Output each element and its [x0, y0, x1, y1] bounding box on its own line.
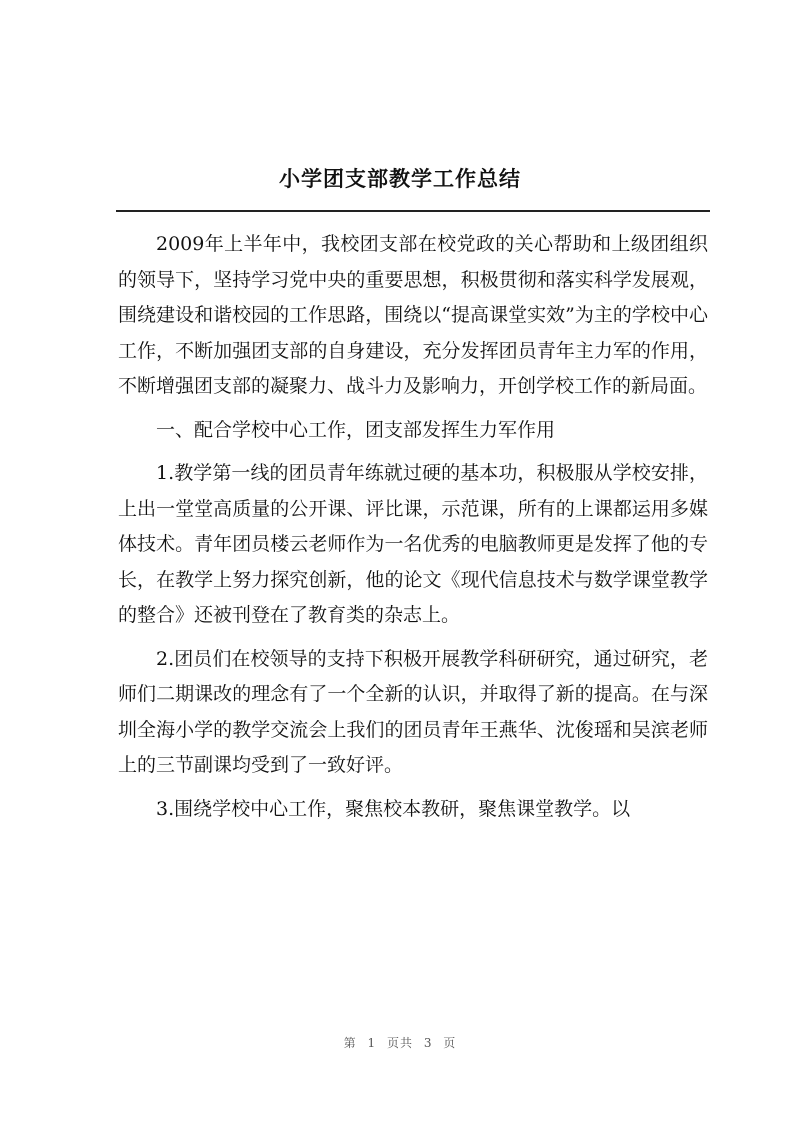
footer-label-end: 页: [443, 1036, 457, 1050]
footer-total-pages: 3: [423, 1036, 433, 1050]
page-footer: [0, 1034, 800, 1051]
title-divider: [116, 210, 710, 212]
footer-label-of: 页共: [386, 1036, 413, 1050]
section-heading-1: 一、配合学校中心工作，团支部发挥生力军作用: [156, 418, 556, 441]
document-body: [118, 227, 708, 827]
paragraph-intro: 2009年上半年中，我校团支部在校党政的关心帮助和上级团组织的领导下，坚持学习党中央的重要思想，积极贯彻和落实科学发展观，围绕建设和谐校园的工作思路，围绕以“提高课堂实效”为主的学校中心工作，不断加强团支部的自身建设，充分发挥团员青年主力军的作用，不断增强团支部的凝聚力、战斗力及影响力，开创学校工作的新局面。: [118, 233, 708, 397]
paragraph-item-2: 2.团员们在校领导的支持下积极开展教学科研研究，通过研究，老师们二期课改的理念有了一个全新的认识，并取得了新的提高。在与深圳全海小学的教学交流会上我们的团员青年王燕华、沈俊瑶和吴滨老师上的三节副课均受到了一致好评。: [118, 647, 708, 776]
paragraph-item-1: 1.教学第一线的团员青年练就过硬的基本功，积极服从学校安排，上出一堂堂高质量的公开课、评比课，示范课，所有的上课都运用多媒体技术。青年团员楼云老师作为一名优秀的电脑教师更是发挥了他的专长，在教学上努力探究创新，他的论文《现代信息技术与数学课堂教学的整合》还被刊登在了教育类的杂志上。: [118, 462, 708, 626]
footer-current-page: 1: [367, 1036, 377, 1050]
paragraph-item-3: 3.围绕学校中心工作，聚焦校本教研，聚焦课堂教学。以: [156, 797, 631, 820]
footer-label-page: 第: [343, 1036, 357, 1050]
document-title: 小学团支部教学工作总结: [279, 166, 521, 191]
